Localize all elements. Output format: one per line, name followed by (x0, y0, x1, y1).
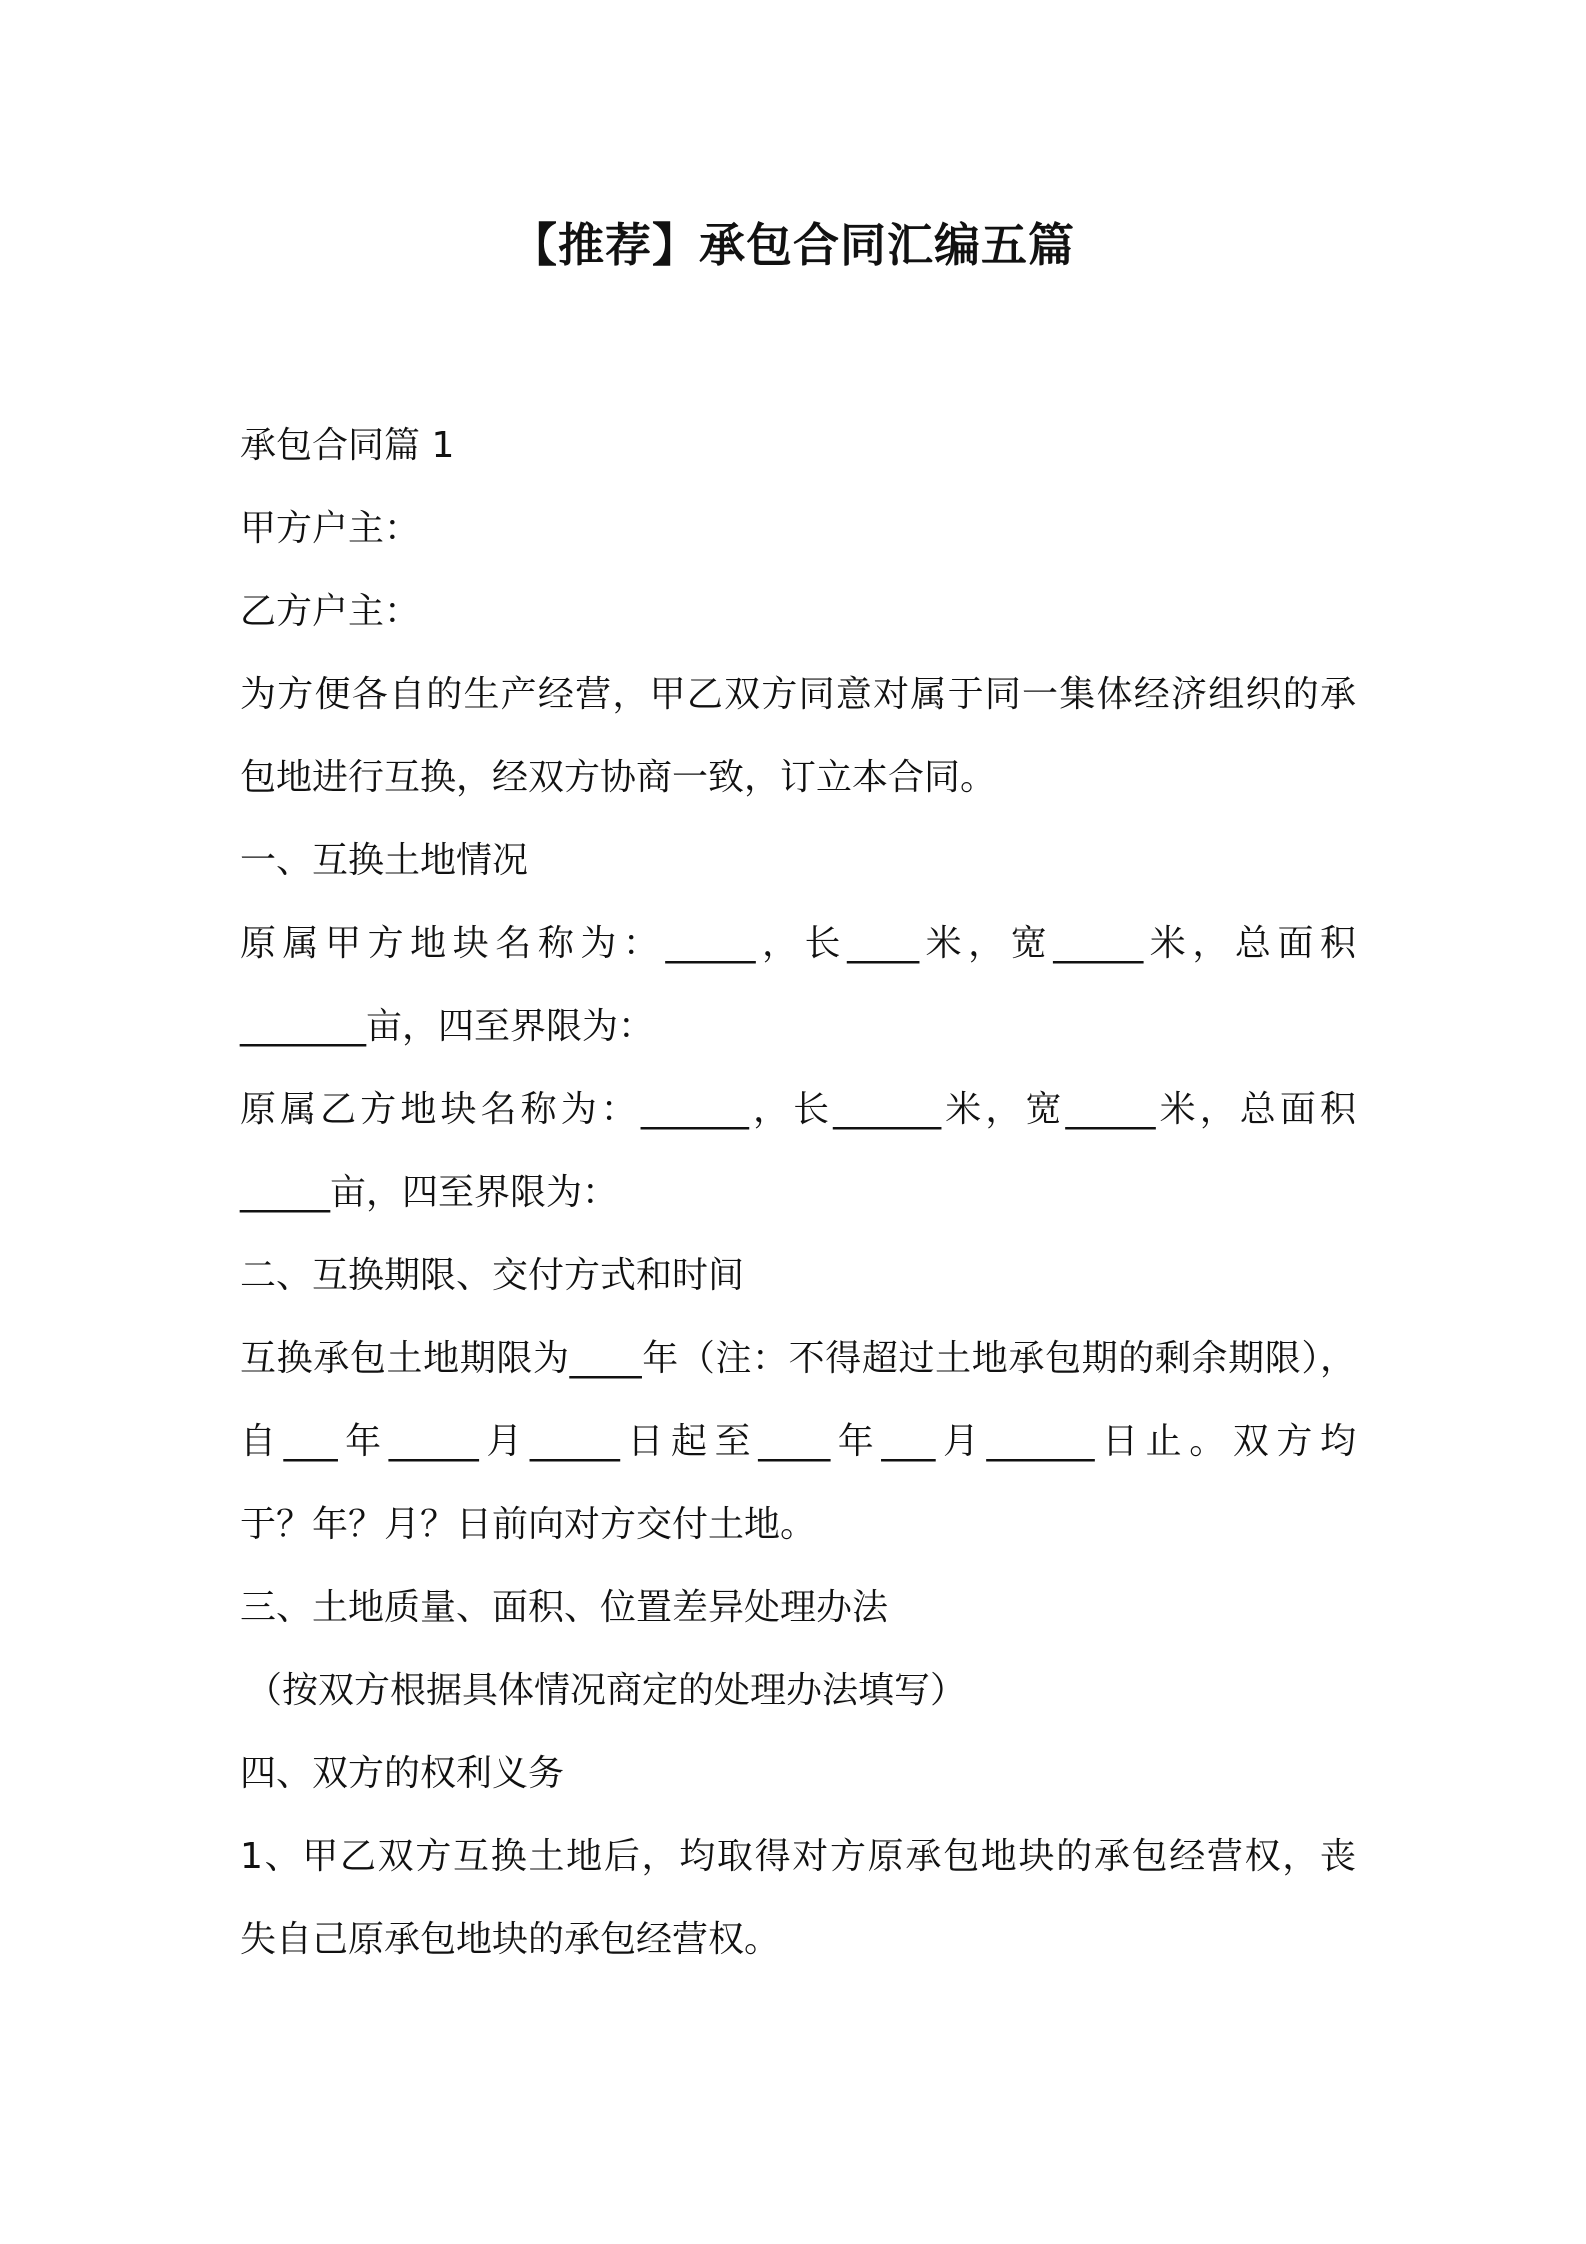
document-body (240, 404, 1356, 1981)
party-b-line: 乙方户主： (240, 591, 421, 632)
clause-heading: 三、土地质量、面积、位置差异处理办法 (240, 1587, 889, 1628)
paragraph-line: _______亩，四至界限为： (240, 1006, 655, 1047)
paragraph-line: 原属乙方地块名称为：______，长______米，宽_____米，总面积 (240, 1089, 1356, 1130)
paragraph-line: （按双方根据具体情况商定的处理办法填写） (246, 1670, 967, 1711)
clause-heading: 一、互换土地情况 (240, 840, 529, 881)
paragraph-line: 互换承包土地期限为____年（注：不得超过土地承包期的剩余期限）， (240, 1338, 1356, 1379)
clause-heading: 二、互换期限、交付方式和时间 (240, 1255, 745, 1296)
section-heading: 承包合同篇 1 (240, 425, 455, 466)
party-a-line: 甲方户主： (240, 508, 421, 549)
clause-heading: 四、双方的权利义务 (240, 1753, 565, 1794)
paragraph-line: 原属甲方地块名称为：_____，长____米，宽_____米，总面积 (240, 923, 1356, 964)
paragraph-line: 于？年？月？日前向对方交付土地。 (240, 1504, 817, 1545)
paragraph-line: 失自己原承包地块的承包经营权。 (240, 1919, 781, 1960)
paragraph-line: 自___年_____月_____日起至____年___月______日止。双方均 (240, 1421, 1356, 1462)
paragraph-line: _____亩，四至界限为： (240, 1172, 619, 1213)
paragraph-line: 1、甲乙双方互换土地后，均取得对方原承包地块的承包经营权，丧 (240, 1836, 1356, 1877)
paragraph-line: 包地进行互换，经双方协商一致，订立本合同。 (240, 757, 997, 798)
document-title: 【推荐】承包合同汇编五篇 (511, 218, 1075, 272)
paragraph-line: 为方便各自的生产经营，甲乙双方同意对属于同一集体经济组织的承 (240, 674, 1356, 715)
